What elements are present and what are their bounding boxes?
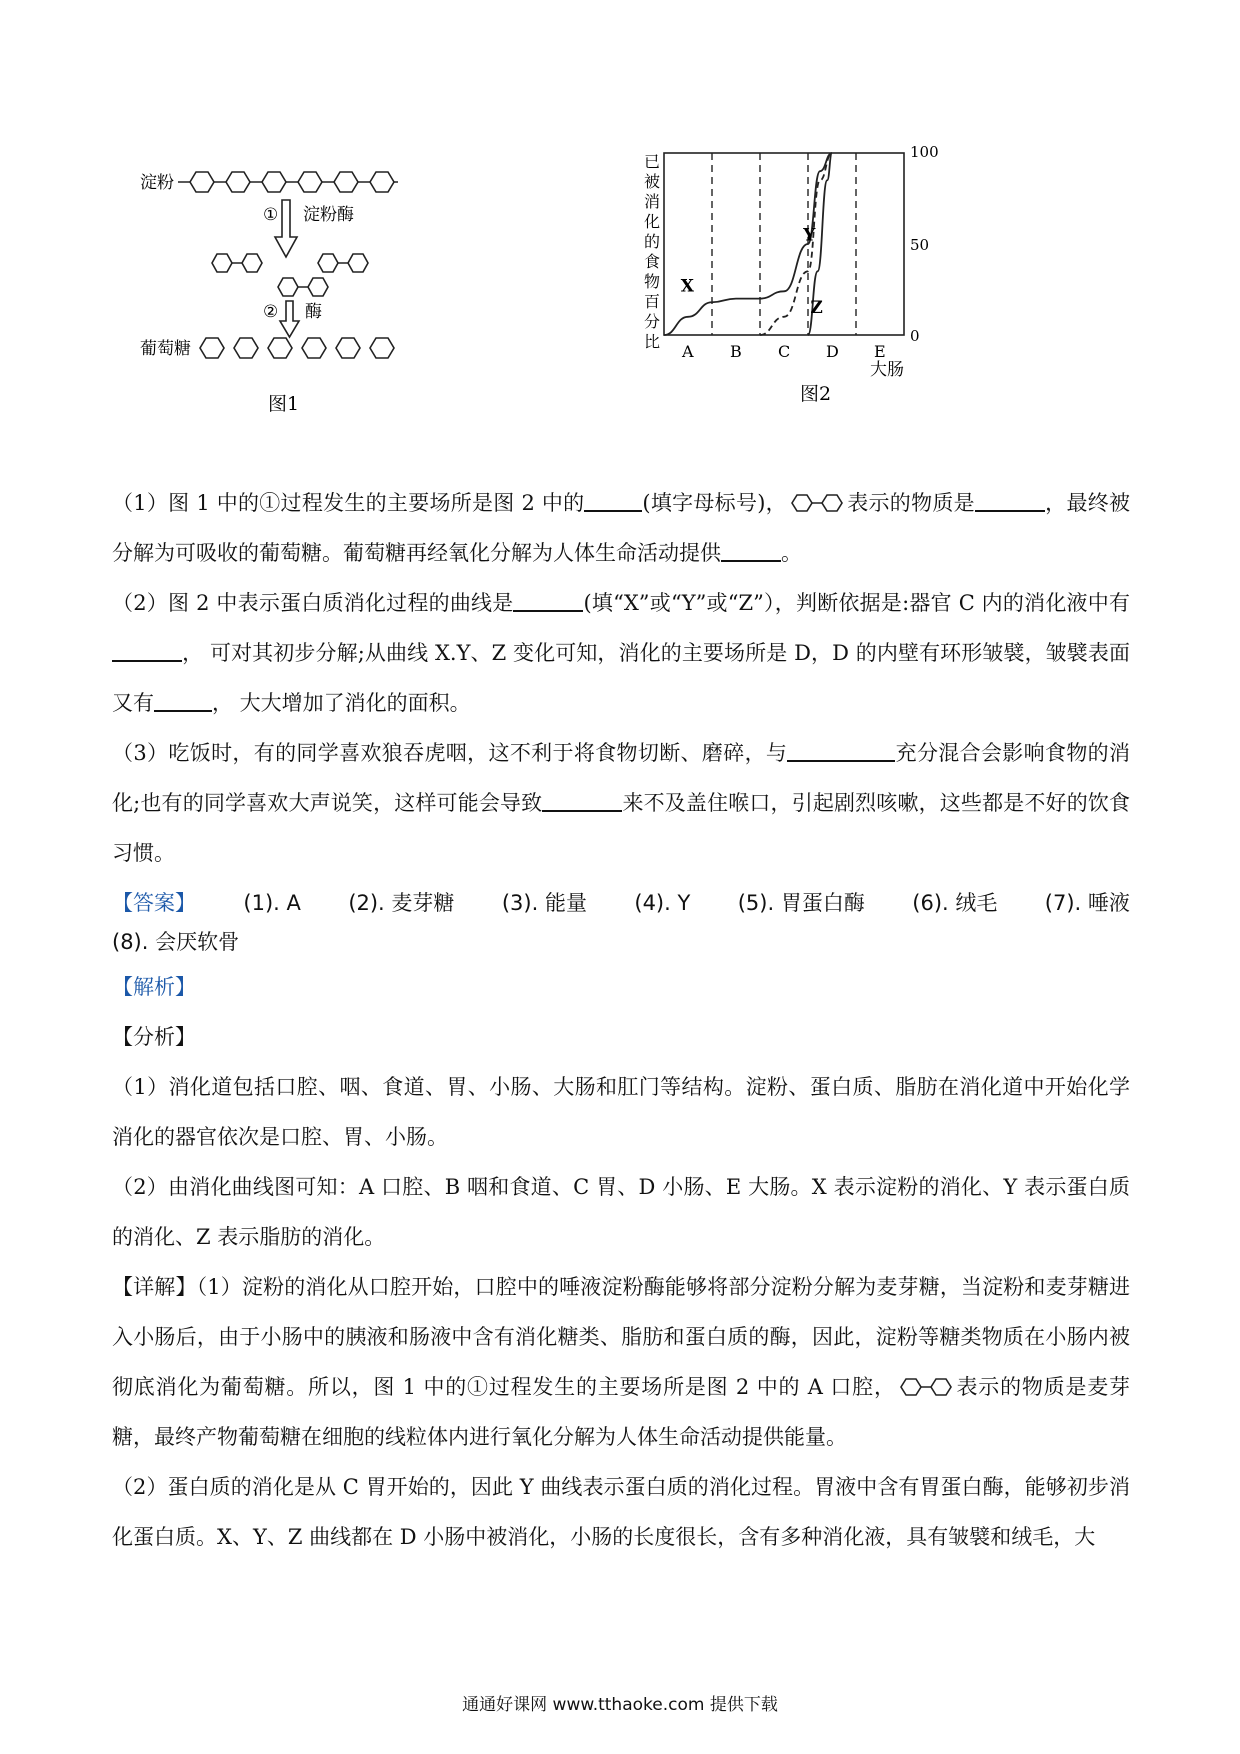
answer-item: (5). 胃蛋白酶: [737, 891, 865, 915]
y-axis-label: 已被消化的食物百分比: [644, 152, 661, 351]
q2-text: (填“X”或“Y”或“Z”），判断依据是:器官 C 内的消化液中有: [583, 591, 1130, 615]
chart-curves: [664, 153, 832, 335]
answer-row: [112, 878, 1130, 928]
analysis-paragraph-1: （1）消化道包括口腔、咽、食道、胃、小肠、大肠和肛门等结构。淀粉、蛋白质、脂肪在消化道中开始化学消化的器官依次是口腔、胃、小肠。: [112, 1075, 1130, 1149]
answer-item: (6). 绒毛: [912, 891, 998, 915]
question-1: [112, 478, 1130, 578]
y-tick-label: 100: [910, 143, 939, 161]
answer-blank[interactable]: [112, 636, 182, 662]
arrow-down-icon: [280, 301, 299, 337]
series-label-z: Z: [810, 298, 823, 319]
q3-text: 来不及盖住喉口，引起剧烈咳嗽，这些都是不好的饮食习惯。: [112, 791, 1131, 865]
analysis-sub-tag: 【分析】: [112, 1025, 196, 1049]
x-tick-label: D: [826, 342, 839, 361]
answer-blank[interactable]: [975, 486, 1045, 512]
series-label-x: X: [680, 276, 695, 297]
answer-blank[interactable]: [513, 586, 583, 612]
chart-section-dividers: [712, 153, 856, 335]
maltose-molecules: [212, 254, 368, 296]
y-tick-label: 0: [910, 327, 920, 345]
q1-text: (填字母标号)，: [642, 491, 787, 515]
answer-tag: 【答案】: [112, 891, 196, 915]
analysis-subheading: [112, 1012, 1130, 1062]
figure-2-caption: 图2: [800, 383, 832, 405]
answer-item-last: (8). 会厌软骨: [112, 930, 240, 954]
series-label-y: Y: [803, 225, 816, 246]
starch-label: 淀粉: [140, 173, 174, 193]
analysis-heading: [112, 962, 1130, 1012]
figures-area: [140, 143, 939, 465]
q3-text: （3）吃饭时，有的同学喜欢狼吞虎咽，这不利于将食物切断、磨碎，与: [112, 741, 788, 765]
page-footer: 通通好课网 www.tthaoke.com 提供下载: [462, 1695, 778, 1715]
document-body: [112, 478, 1130, 1562]
x-tick-label: B: [730, 342, 742, 361]
figure-1-starch-digestion: [140, 145, 450, 465]
answer-blank[interactable]: [542, 786, 622, 812]
y-tick-label: 50: [910, 236, 930, 254]
x-tick-label: E: [874, 342, 886, 361]
x-extra-label: 大肠: [870, 360, 904, 380]
question-2: [112, 578, 1130, 728]
answer-blank[interactable]: [584, 486, 642, 512]
step2-number: ②: [263, 302, 279, 322]
detail-text: 表示的物质是麦芽糖，最终产物葡萄糖在细胞的线粒体内进行氧化分解为人体生命活动提供能量。: [112, 1375, 1131, 1449]
answer-item: (4). Y: [634, 891, 691, 915]
detail-tag: 【详解】: [112, 1275, 197, 1299]
q1-text: 。: [781, 541, 802, 565]
chart-frame: [664, 153, 904, 335]
figure-2-digestion-chart: [540, 143, 939, 465]
x-tick-label: A: [682, 342, 694, 361]
maltose-icon: [898, 1376, 954, 1398]
analysis-tag: 【解析】: [112, 975, 196, 999]
q2-text: ， 可对其初步分解;从曲线 X.Y、Z 变化可知，消化的主要场所是 D，D 的内壁有环形皱襞，皱襞表面又有: [112, 641, 1130, 715]
answer-blank[interactable]: [154, 686, 212, 712]
detail-paragraph-2: （2）蛋白质的消化是从 C 胃开始的，因此 Y 曲线表示蛋白质的消化过程。胃液中含有胃蛋白酶，能够初步消化蛋白质。X、Y、Z 曲线都在 D 小肠中被消化，小肠的长度很长，含有多种消化液，具有皱襞和绒毛，大: [112, 1475, 1130, 1549]
chart-y-ticks: [910, 143, 939, 345]
step1-number: ①: [263, 205, 279, 225]
x-tick-label: C: [778, 342, 791, 361]
starch-chain: [178, 172, 398, 192]
glucose-molecules: [200, 338, 394, 358]
answer-blank[interactable]: [721, 536, 781, 562]
q1-text: 表示的物质是: [846, 491, 975, 515]
q1-text: ，最终被分解为可吸收的葡萄糖。葡萄糖再经氧化分解为人体生命活动提供: [112, 491, 1131, 565]
analysis-paragraph-2: （2）由消化曲线图可知：A 口腔、B 咽和食道、C 胃、D 小肠、E 大肠。X 表示淀粉的消化、Y 表示蛋白质的消化、Z 表示脂肪的消化。: [112, 1175, 1130, 1249]
glucose-label: 葡萄糖: [140, 339, 191, 359]
detail-text: （1）淀粉的消化从口腔开始，口腔中的唾液淀粉酶能够将部分淀粉分解为麦芽糖，当淀粉和麦芽糖进入小肠后，由于小肠中的胰液和肠液中含有消化糖类、脂肪和蛋白质的酶，因此，淀粉等糖类物质在小肠内被彻底消化为葡萄糖。所以，图 1 中的①过程发生的主要场所是图 2 中的 A 口腔，: [112, 1275, 1131, 1399]
q3-text: 充分混合会影响食物的消化;也有的同学喜欢大声说笑，这样可能会导致: [112, 741, 1131, 815]
chart-x-ticks: [681, 342, 886, 361]
answer-item: (2). 麦芽糖: [348, 891, 455, 915]
q2-text: ， 大大增加了消化的面积。: [212, 691, 471, 715]
figure-1-caption: 图1: [268, 393, 300, 415]
q1-text: （1）图 1 中的①过程发生的主要场所是图 2 中的: [112, 491, 585, 515]
answer-item: (1). A: [243, 891, 301, 915]
detail-paragraph-1: [112, 1262, 1130, 1462]
chart-ylabel: [644, 152, 660, 351]
q2-text: （2）图 2 中表示蛋白质消化过程的曲线是: [112, 591, 514, 615]
answer-blank[interactable]: [787, 736, 895, 762]
step1-enzyme: 淀粉酶: [303, 205, 354, 225]
arrow-down-icon: [275, 200, 297, 257]
answer-item: (3). 能量: [501, 891, 587, 915]
step2-enzyme: 酶: [305, 302, 322, 322]
maltose-icon: [789, 492, 845, 514]
question-3: [112, 728, 1130, 878]
answer-item: (7). 唾液: [1044, 891, 1130, 915]
